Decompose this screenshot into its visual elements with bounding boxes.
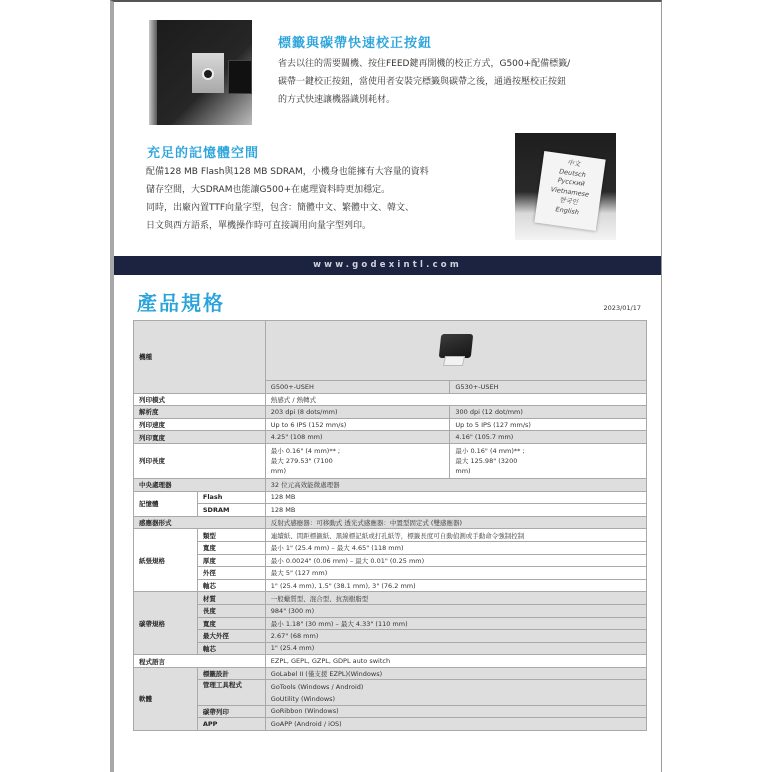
website-banner: www.godexintl.com (114, 256, 661, 275)
table-row: 記憶體 Flash 128 MB (134, 491, 647, 504)
document-page (110, 0, 662, 772)
calibration-button-photo (149, 20, 252, 125)
printer-icon (436, 332, 476, 368)
table-row: APP GoAPP (Android / iOS) (134, 718, 647, 731)
table-row: GoUtility (Windows) (134, 693, 647, 706)
feature2-title: 充足的記憶體空間 (147, 146, 260, 161)
table-row: 寬度 最小 1" (25.4 mm) – 最大 4.65" (118 mm) (134, 541, 647, 554)
table-row: 感應器形式 反射式感應器：可移動式 透光式感應器：中置型固定式 (雙感應器) (134, 516, 647, 529)
table-row: 列印速度 Up to 6 IPS (152 mm/s) Up to 5 IPS (127 mm/s) (134, 418, 647, 431)
table-row: SDRAM 128 MB (134, 504, 647, 517)
feature1-text: 省去以往的需要關機、按住FEED鍵再開機的校正方式，G500+配備標籤/ 碳帶一鍵校正按鈕，當使用者安裝完標籤與碳帶之後，通過按壓校正按鈕 的方式快速讓機器識別耗材。 (278, 59, 571, 105)
table-row: 厚度 最小 0.0024" (0.06 mm) – 最大 0.01" (0.25 mm) (134, 554, 647, 567)
table-row: 最大外徑 2.67" (68 mm) (134, 630, 647, 643)
table-row: 寬度 最小 1.18" (30 mm) – 最大 4.33" (110 mm) (134, 617, 647, 630)
model-label: 機種 (134, 321, 266, 394)
table-row: 紙張規格 類型 連續紙、間距標籤紙、黑線標記紙或打孔紙等，標籤長度可自動偵測或手動命令強制控制 (134, 529, 647, 542)
multilanguage-label-photo (515, 133, 616, 240)
table-row: 列印模式 熱感式 / 熱轉式 (134, 393, 647, 406)
calibration-button-icon (202, 68, 214, 80)
table-row: 列印寬度 4.25" (108 mm) 4.16" (105.7 mm) (134, 431, 647, 444)
spec-date: 2023/01/17 (603, 304, 641, 312)
spec-table (133, 320, 647, 731)
table-row: 碳帶規格 材質 一般蠟質型、混合型、抗刮樹脂型 (134, 592, 647, 605)
table-row: 列印長度 最小 0.16" (4 mm)** ; 最大 279.53" (7100 mm) 最小 0.16" (4 mm)** ; 最大 125.98" (3200 mm) (134, 443, 647, 478)
table-row: 軸芯 1" (25.4 mm) (134, 642, 647, 655)
table-row: 外徑 最大 5" (127 mm) (134, 567, 647, 580)
printed-label: 中文 Deutsch Русский Vietnamese 한국인 English (534, 151, 605, 231)
table-row: 軟體 標籤設計 GoLabel II (僅支援 EZPL)(Windows) (134, 667, 647, 680)
table-row: 中央處理器 32 位元高效能微處理器 (134, 478, 647, 491)
table-row: 軸芯 1" (25.4 mm), 1.5" (38.1 mm), 3" (76.2 mm) (134, 579, 647, 592)
table-row: 程式語言 EZPL, GEPL, GZPL, GDPL auto switch (134, 655, 647, 668)
feature2-text: 配備128 MB Flash與128 MB SDRAM，小機身也能擁有大容量的資料 儲存空間，大SDRAM也能讓G500+在處理資料時更加穩定。 同時，出廠內置TTF向量字型，包含：簡體中文、繁體中文、韓文、 日文與西方語系，單機操作時可直接調用向量字型列印。 (146, 167, 429, 231)
table-row: 解析度 203 dpi (8 dots/mm) 300 dpi (12 dot/mm) (134, 406, 647, 419)
feature1-title: 標籤與碳帶快速校正按鈕 (278, 36, 433, 51)
table-row: 碳帶列印 GoRibbon (Windows) (134, 705, 647, 718)
model-2: G530+-USEH (450, 381, 647, 394)
table-row: 長度 984" (300 m) (134, 604, 647, 617)
model-1: G500+-USEH (265, 381, 450, 394)
table-row: 管理工具程式 GoTools (Windows / Android) (134, 680, 647, 693)
spec-title: 產品規格 (137, 291, 225, 315)
printer-image-cell (265, 321, 646, 381)
